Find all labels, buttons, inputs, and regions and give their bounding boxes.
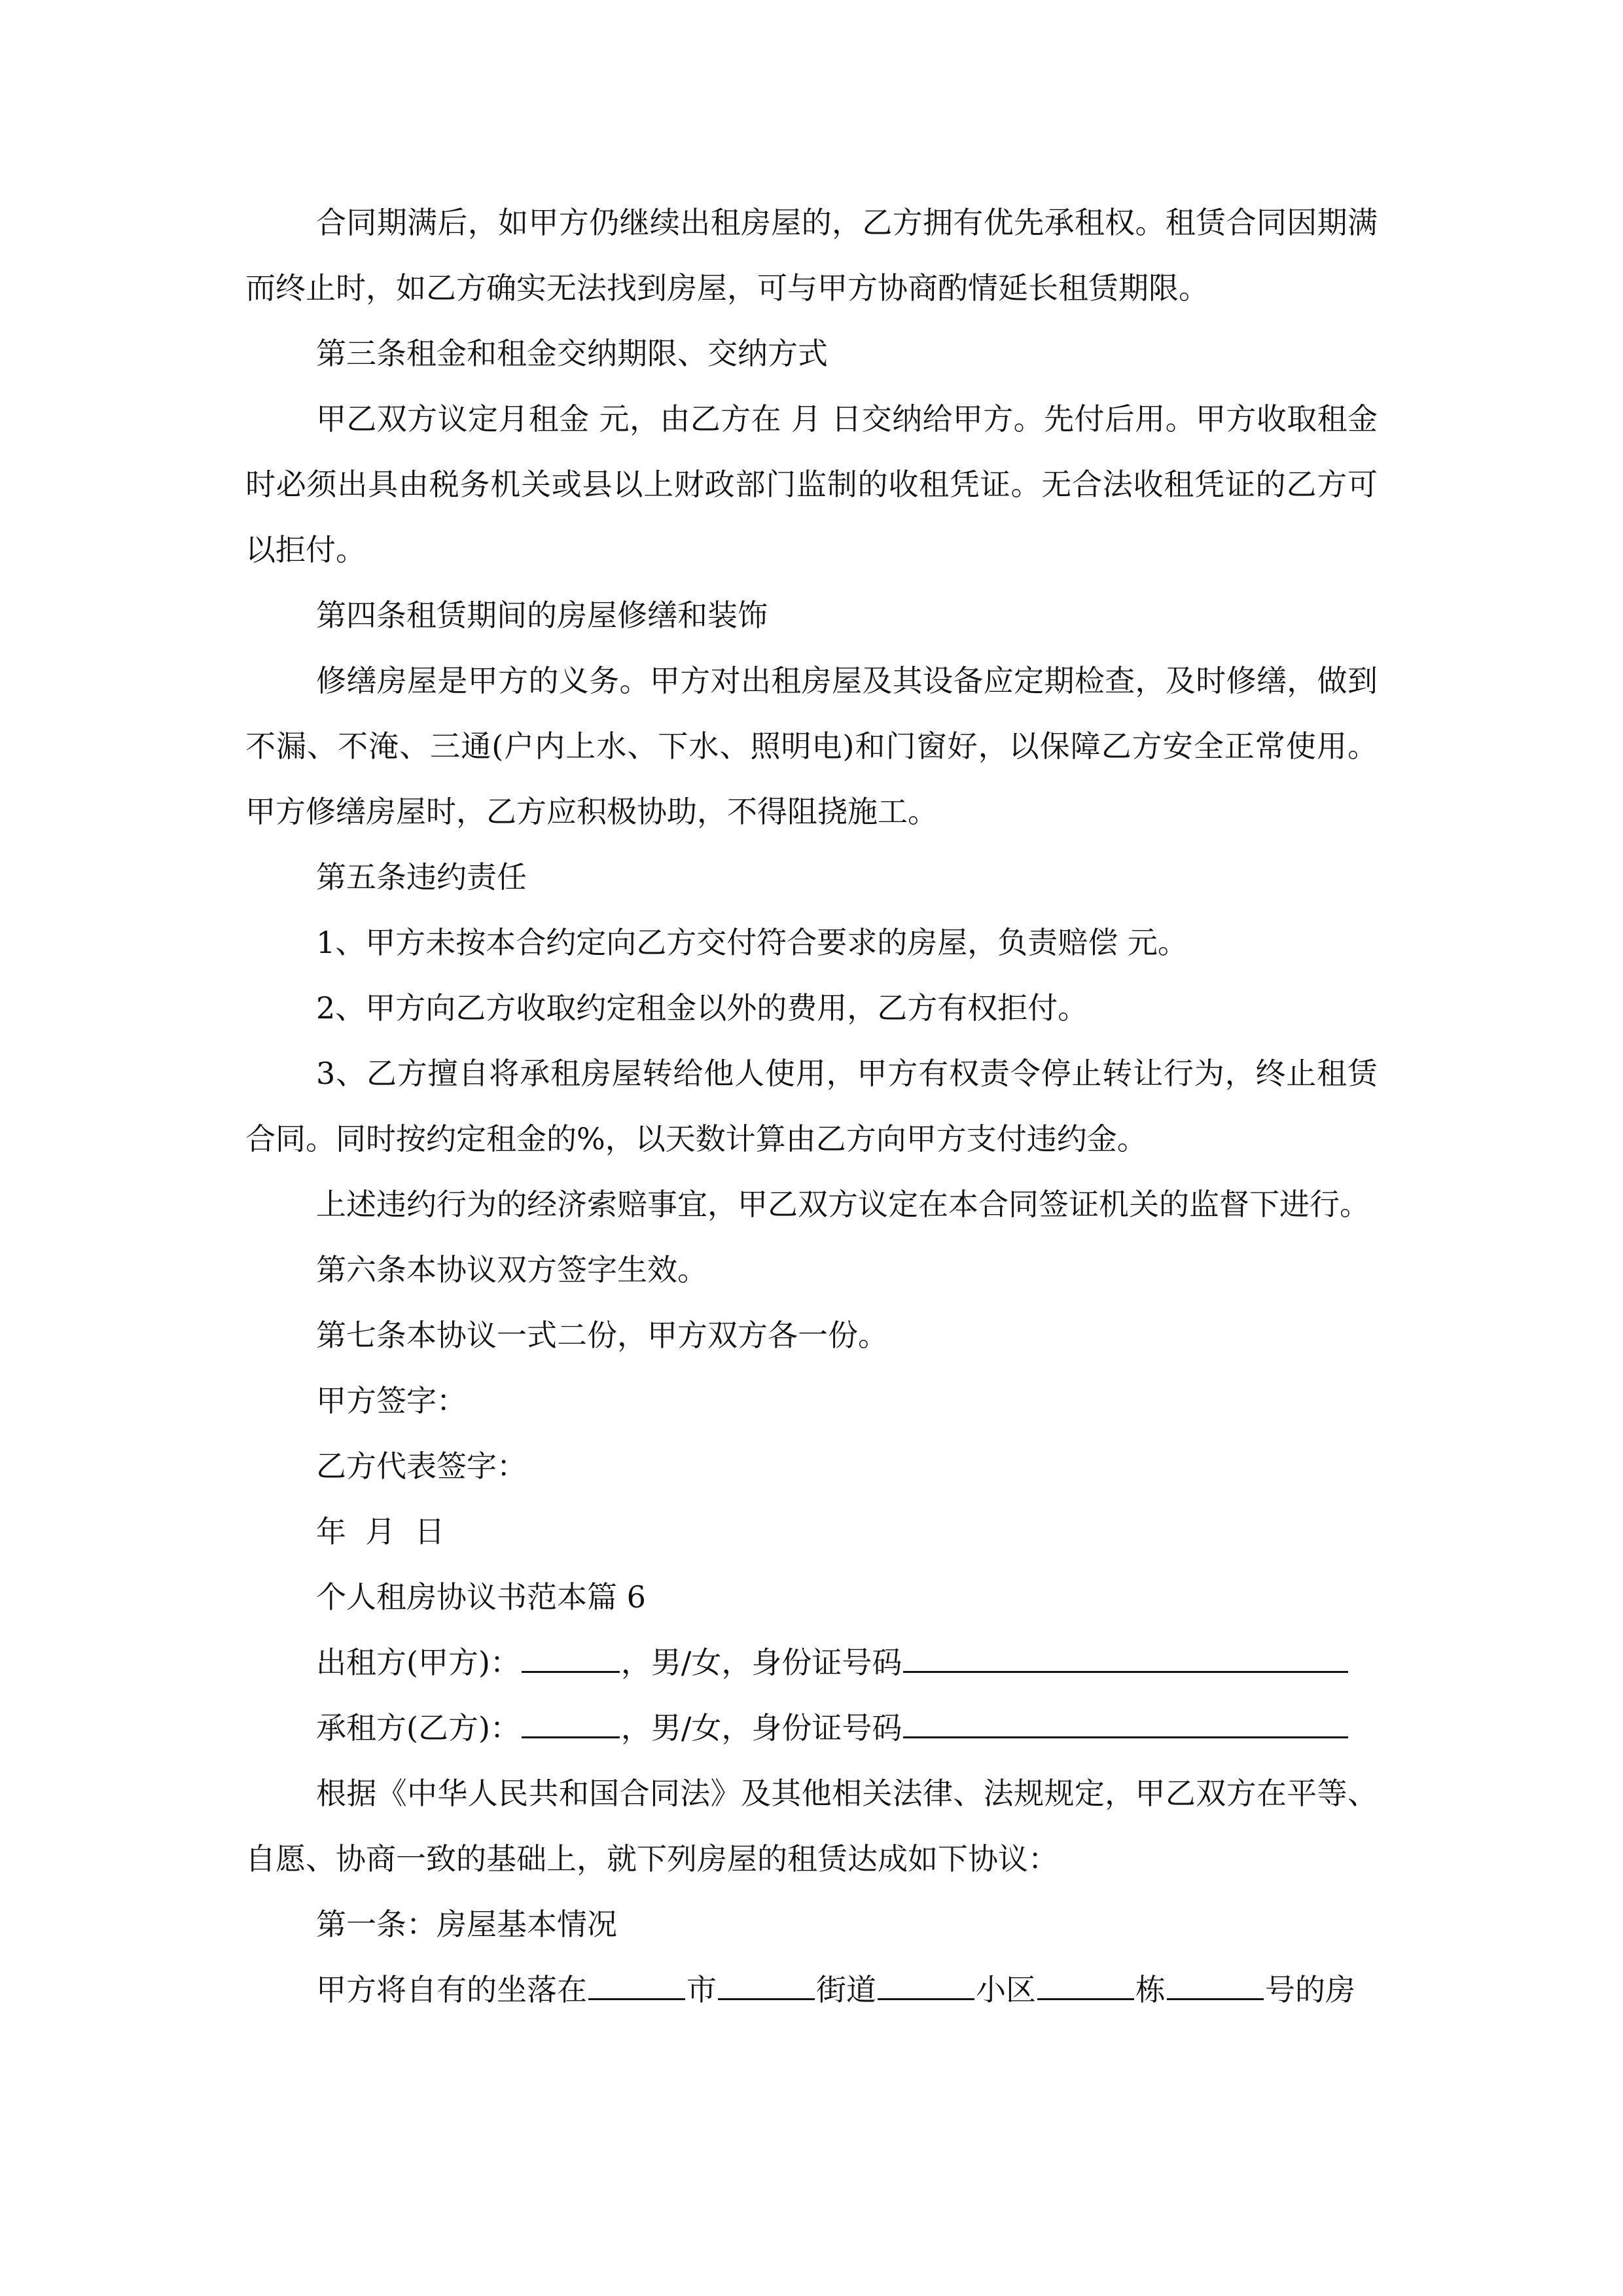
building-label: 栋: [1135, 1972, 1166, 2007]
lessor-name-blank: [522, 1641, 620, 1673]
date-line: 年 月 日: [316, 1514, 445, 1549]
paragraph-legal-basis: 根据《中华人民共和国合同法》及其他相关法律、法规规定，甲乙双方在平等、自愿、协商一致的基础上，就下列房屋的租赁达成如下协议：: [245, 1776, 1378, 1876]
paragraph-breach-3: 3、乙方擅自将承租房屋转给他人使用，甲方有权责令停止转让行为，终止租赁合同。同时按约定租金的%，以天数计算由乙方向甲方支付违约金。: [245, 1056, 1378, 1157]
lessor-gender-id-label: ，男/女，身份证号码: [620, 1645, 902, 1680]
property-address-line: [245, 1957, 1378, 2022]
unit-label: 号的房: [1265, 1972, 1355, 2007]
party-b-signature-label: 乙方代表签字：: [316, 1448, 527, 1484]
city-blank: [588, 1968, 685, 2000]
heading-article-4: 第四条租赁期间的房屋修缮和装饰: [316, 598, 768, 633]
street-label: 街道: [816, 1972, 876, 2007]
lessor-line: [245, 1630, 1378, 1695]
community-blank: [878, 1968, 974, 2000]
city-label: 市: [687, 1972, 717, 2007]
paragraph-breach-2: 2、甲方向乙方收取约定租金以外的费用，乙方有权拒付。: [316, 990, 1088, 1026]
building-blank: [1037, 1968, 1134, 2000]
heading-article-6: 第六条本协议双方签字生效。: [316, 1252, 707, 1287]
document-page: [245, 190, 1378, 2022]
heading-article-3: 第三条租金和租金交纳期限、交纳方式: [316, 336, 828, 371]
lessor-label: 出租方(甲方)：: [316, 1645, 520, 1680]
section-title: 个人租房协议书范本篇 6: [316, 1579, 646, 1615]
heading-article-5: 第五条违约责任: [316, 859, 527, 895]
paragraph-rent-terms: 甲乙双方议定月租金 元，由乙方在 月 日交纳给甲方。先付后用。甲方收取租金时必须出具由税务机关或县以上财政部门监制的收租凭证。无合法收租凭证的乙方可以拒付。: [245, 401, 1378, 567]
street-blank: [718, 1968, 815, 2000]
lessee-label: 承租方(乙方)：: [316, 1710, 520, 1746]
paragraph-renewal-priority: 合同期满后，如甲方仍继续出租房屋的，乙方拥有优先承租权。租赁合同因期满而终止时，如乙方确实无法找到房屋，可与甲方协商酌情延长租赁期限。: [245, 205, 1378, 306]
heading-article-7: 第七条本协议一式二份，甲方双方各一份。: [316, 1318, 888, 1353]
heading-article-1: 第一条：房屋基本情况: [316, 1907, 617, 1942]
paragraph-repairs: 修缮房屋是甲方的义务。甲方对出租房屋及其设备应定期检查，及时修缮，做到不漏、不淹、三通(户内上水、下水、照明电)和门窗好，以保障乙方安全正常使用。甲方修缮房屋时，乙方应积极协助，不得阻挠施工。: [245, 663, 1378, 829]
party-a-signature-label: 甲方签字：: [316, 1383, 467, 1418]
paragraph-claims: 上述违约行为的经济索赔事宜，甲乙双方议定在本合同签证机关的监督下进行。: [316, 1187, 1370, 1222]
community-label: 小区: [976, 1972, 1036, 2007]
lessee-gender-id-label: ，男/女，身份证号码: [620, 1710, 902, 1746]
lessee-name-blank: [522, 1706, 620, 1738]
lessee-id-blank: [903, 1706, 1348, 1738]
unit-blank: [1167, 1968, 1264, 2000]
lessor-id-blank: [903, 1641, 1348, 1673]
lessee-line: [245, 1695, 1378, 1761]
address-intro: 甲方将自有的坐落在: [316, 1972, 587, 2007]
paragraph-breach-1: 1、甲方未按本合约定向乙方交付符合要求的房屋，负责赔偿 元。: [316, 925, 1188, 960]
